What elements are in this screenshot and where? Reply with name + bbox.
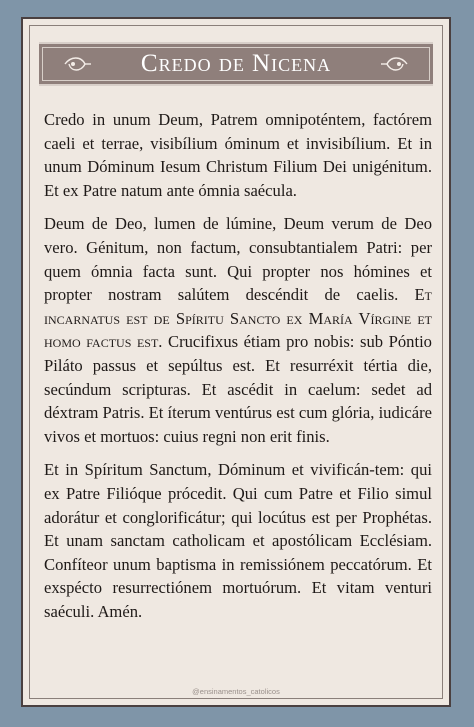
page-title: Credo de Nicena bbox=[140, 50, 332, 77]
paragraph-2-smallcaps: Et incarnatus est de Spíritu Sancto ex María Vírgine et homo factus est. bbox=[44, 285, 432, 352]
paragraph-2-part-1: Deum de Deo, lumen de lúmine, Deum verum de Deo vero. Génitum, non factum, consubtantialem Patri: per quem ómnia facta sunt. Qui propter nos hómines et propter nostram salútem descéndit de caelis. bbox=[44, 214, 432, 305]
prayer-card bbox=[21, 17, 451, 707]
creed-text bbox=[44, 108, 432, 633]
paragraph-2 bbox=[44, 212, 432, 448]
paragraph-2-part-2: Crucifixus étiam pro nobis: sub Póntio Piláto passus et sepúltus est. Et resurréxit tértia die, secúndum scripturas. Et ascédit in caelum: sedet ad déxtram Patris. Et íterum ventúrus est cum glória, iudicáre vivos et mortuos: cuius regni non erit finis. bbox=[44, 332, 433, 446]
credit-text: @ensinamentos_catolicos bbox=[192, 687, 280, 696]
flourish-left-icon bbox=[63, 54, 93, 74]
flourish-right-icon bbox=[379, 54, 409, 74]
paragraph-1: Credo in unum Deum, Patrem omnipoténtem, factórem caeli et terrae, visibílium óminum et invisibílium. Et in unum Dóminum Iesum Christum Filium Dei unigénitum. Et ex Patre natum ante ómnia saécula. bbox=[44, 110, 432, 200]
title-banner bbox=[39, 42, 433, 86]
paragraph-3: Et in Spíritum Sanctum, Dóminum et vivificán-tem: qui ex Patre Filióque prócedit. Qui cum Patre et Filio simul adorátur et conglorificátur; qui locútus est per Prophétas. Et unam sanctam catholicam et apostólicam Ecclésiam. Confíteor unum baptisma in remissiónem peccatórum. Et exspécto resurrectiónem mortuórum. Et vitam venturi saéculi. Amén. bbox=[44, 460, 432, 621]
